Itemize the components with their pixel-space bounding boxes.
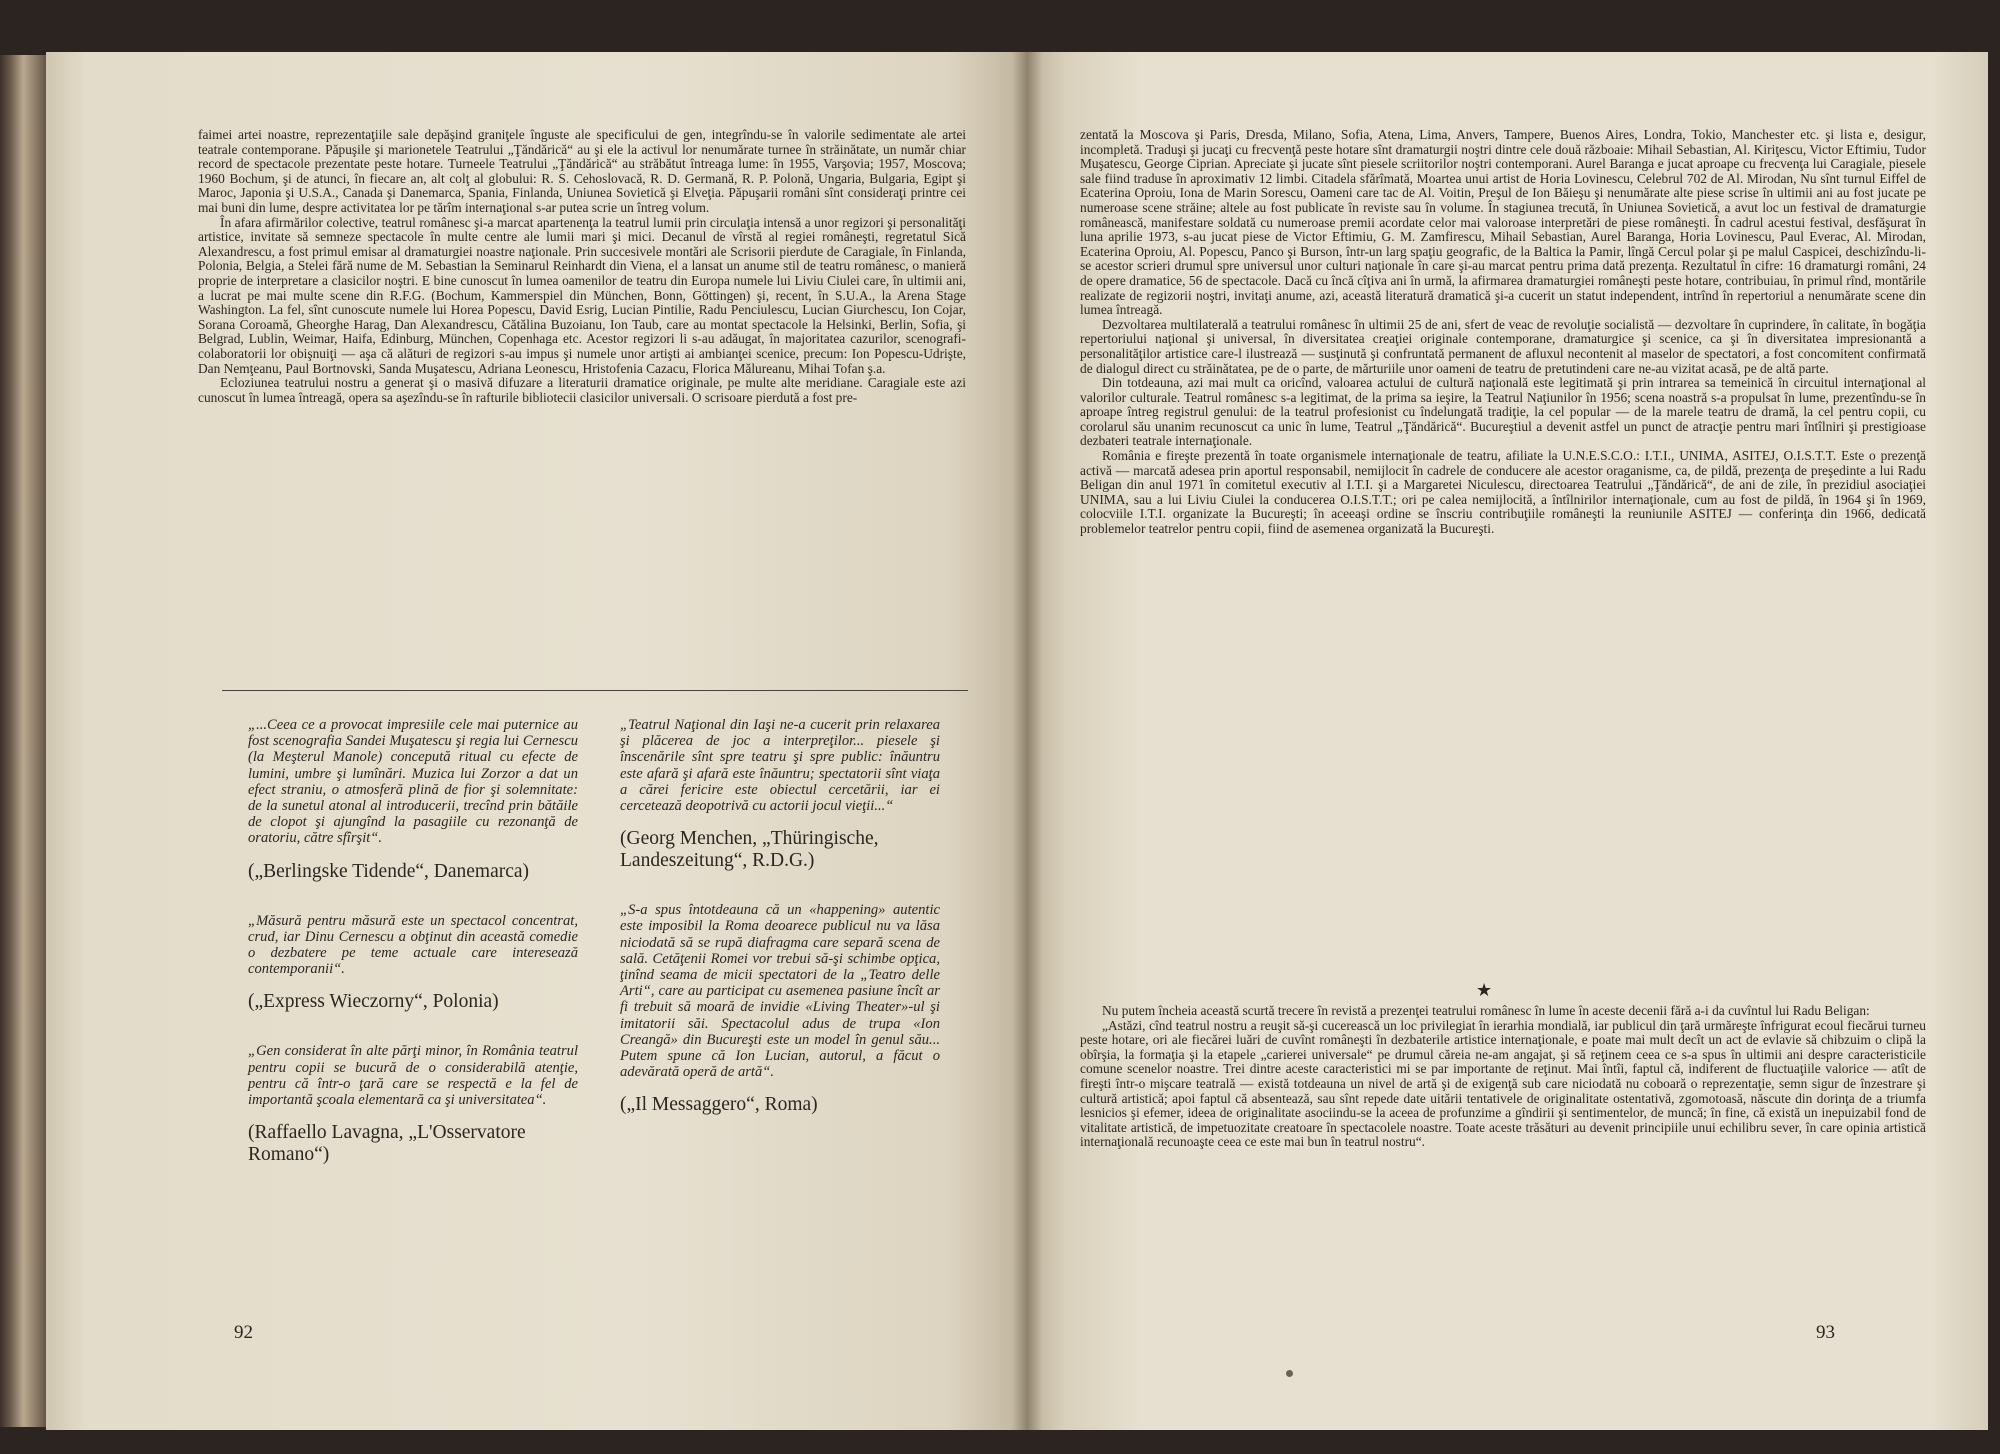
quote-source: (Raffaello Lavagna, „L'Osservatore Romano“) xyxy=(248,1122,526,1166)
press-quote: „Gen considerat în alte părţi minor, în România teatrul pentru copii se bucură de o considerabilă atenţie, pentru că într-o ţară care se respectă e la fel de importantă şcoala elementară ca şi universitatea“. xyxy=(248,1043,578,1109)
right-page-body-text xyxy=(1080,128,1926,537)
paragraph: Dezvoltarea multilaterală a teatrului românesc în ultimii 25 de ani, sfert de veac de revoluţie socialistă — dezvoltare în cuprindere, în calitate, în bogăţia repertoriului naţional şi universal, în diversitatea creaţiei originale contemporane, dramaturgice şi scenice, ca şi în diversitatea impresionantă a personalităţilor artistice care-l ilustrează — susţinută şi confruntată permanent de afluxul necontenit al maselor de spectatori, a fost concomitent confirmată de dialogul direct cu străinătatea, pe de o parte, de mărturiile unor oameni de teatru de pretutindeni care ne-au vizitat acasă, pe de altă parte. xyxy=(1080,316,1926,376)
quote-source: („Express Wieczorny“, Polonia) xyxy=(248,991,499,1013)
quotes-column-left xyxy=(248,717,578,1196)
left-page-body-text xyxy=(198,128,966,405)
press-quote: „Teatrul Naţional din Iaşi ne-a cucerit prin relaxarea şi plăcerea de joc a interpreţilor... piesele şi înscenările sînt spre teatru şi spre public: înăuntru este afară şi afară este înăuntru; spectatorii sînt viaţa a cărei fericire este obiectul cercetării, iar ei cercetează deopotrivă cu actorii jocul vieţii...“ xyxy=(620,717,940,815)
press-quote: „Măsură pentru măsură este un spectacol concentrat, crud, iar Dinu Cernescu a obţinut din această comedie o dezbatere pe teme actuale care interesează contemporanii“. xyxy=(248,912,578,978)
page-number-right: 93 xyxy=(1816,1322,1835,1343)
paragraph: faimei artei noastre, reprezentaţiile sale depăşind graniţele înguste ale specificului de gen, integrîndu-se în valorile sedimentate ale artei teatrale contemporane. Păpuşile şi marionetele Teatrului „Ţăndărică“ au şi ele la activul lor nenumărate turnee în străinătate, un număr chiar record de spectacole prezentate peste hotare. Turneele Teatrului „Ţăndărică“ au străbătut întreaga lume: în 1955, Varşovia; 1957, Moscova; 1960 Bochum, şi de atunci, în fiecare an, alt colţ al globului: R. S. Cehoslovacă, R. D. Germană, R. P. Polonă, Ungaria, Bulgaria, Egipt şi Maroc, Japonia şi U.S.A., Canada şi Danemarca, Spania, Finlanda, Uniunea Sovietică şi Elveţia. Păpuşarii români sînt consideraţi printre cei mai buni din lume, despre activitatea lor pe tărîm internaţional s-ar putea scrie un întreg volum. xyxy=(198,127,966,215)
paragraph: În afara afirmărilor colective, teatrul românesc şi-a marcat apartenenţa la teatrul lumii prin circulaţia intensă a unor regizori şi personalităţi artistice, invitate să semneze spectacole în multe centre ale lumii mari şi mici. Decanul de vîrstă al regiei româneşti, regretatul Sică Alexandrescu, a fost primul emisar al dramaturgiei noastre naţionale. Prin succesivele montări ale Scrisorii pierdute de Caragiale, în Finlanda, Polonia, Belgia, a Stelei fără nume de M. Sebastian la Seminarul Reinhardt din Viena, el a lansat un anume stil de teatru românesc, o manieră proprie de interpretare a clasicilor noştri. E bine cunoscut în lumea oamenilor de teatru din Europa numele lui Liviu Ciulei care, în ultimii ani, a lucrat pe mai multe scene din R.F.G. (Bochum, Kammerspiel din München, Bonn, Göttingen) şi, recent, în S.U.A., la Arena Stage Washington. La fel, sînt cunoscute numele lui Horea Popescu, David Esrig, Lucian Pintilie, Radu Penciulescu, Lucian Giurchescu, Ion Cojar, Sorana Coroamă, Gheorghe Harag, Dan Alexandrescu, Cătălina Buzoianu, Ion Taub, care au montat spectacole la Helsinki, Berlin, Sofia, şi Belgrad, Lublin, Weimar, Haifa, Edinburg, München, Copenhaga etc. Acestor regizori li s-au adăugat, în majoritatea cazurilor, scenografi-colaboratorii lor obişnuiţi — aşa că alături de regizori s-au impus şi numele unor artişti ai ambianţei scenice, precum: Ion Popescu-Udrişte, Dan Nemţeanu, Paul Bortnovski, Sanda Muşatescu, Adriana Leonescu, Hristofenia Cazacu, Florica Mălureanu, Mihai Tofan ş.a. xyxy=(198,214,966,376)
section-separator-star-icon: ★ xyxy=(1476,980,1493,1000)
press-quote: „S-a spus întotdeauna că un «happening» autentic este imposibil la Roma deoarece publicul nu va lăsa niciodată să se rupă diafragma care separă scena de sală. Cetăţenii Romei vor trebui să-şi schimbe opţica, ţinînd seama de micii spectatori de la „Teatro delle Arti“, care au participat cu asemenea pasiune încît ar fi trebuit să moară de invidie «Living Theater»-ul şi imitatorii săi. Spectacolul adus de trupa «Ion Creangă» din Bucureşti este un model în genul său... Putem spune că Ion Lucian, autorul, a făcut o adevărată operă de artă“. xyxy=(620,902,940,1081)
closing-quote: „Astăzi, cînd teatrul nostru a reuşit să-şi cucerească un loc privilegiat în ierarhia mondială, iar publicul din ţară urmăreşte înfrigurat ecoul fiecărui turneu peste hotare, ori ale fiecărei luări de cuvînt româneşti în dezbaterile artistice internaţionale, e poate mai mult decît un act de evlavie să chibzuim o clipă la obîrşia, la formaţia şi la etapele „carierei universale“ pe drumul căreia ne-am angajat, şi să reţinem ceea ce s-a spus în ultimii ani despre caracteristicile comune scenelor noastre. Trei dintre aceste caracteristici mi se par importante de reţinut. Mai întîi, faptul că, indiferent de fluctuaţiile valorice — atît de fireşti într-o mişcare teatrală — există totdeauna un nivel de artă şi de exigenţă sub care niciodată nu coboară o reprezentaţie, semn sigur de înzestrare şi cultură artistică; apoi faptul că absentează, sau sînt repede date uitării tentativele de originalitate ostentativă, zgomotoasă, născute din dorinţa de a triumfa lesnicios şi efemer, ideea de originalitate asociindu-se la aceea de profunzime a gîndirii şi sentimentelor, de muncă; în fine, că există un inepuizabil fond de vitalitate artistică, de impetuozitate creatoare în spectacolele noastre. Toate aceste trăsături au devenit principiile unui echilibru sever, în care opinia artistică internaţională recunoaşte ceea ce este mai bun în teatrul nostru“. xyxy=(1080,1017,1926,1150)
quote-source: („Berlingske Tidende“, Danemarca) xyxy=(248,860,530,882)
paragraph: zentată la Moscova şi Paris, Dresda, Milano, Sofia, Atena, Lima, Anvers, Tampere, Buenos Aires, Londra, Tokio, Manchester etc. şi lista e, desigur, incompletă. Traduşi şi jucaţi cu frecvenţă peste hotare sînt dramaturgii noştri dintre cele două războaie: Mihail Sebastian, Al. Kiriţescu, Victor Eftimiu, Tudor Muşatescu, George Ciprian. Apreciate şi jucate sînt piesele scriitorilor noştri contemporani. Aurel Baranga e jucat aproape cu frecvenţa lui Caragiale, piesele sale fiind traduse în aproximativ 12 limbi. Citadela sfărîmată, Moartea unui artist de Horia Lovinescu, Celebrul 702 de Al. Mirodan, Nu sînt turnul Eiffel de Ecaterina Oproiu, Iona de Marin Sorescu, Oameni care tac de Al. Voitin, Preşul de Ion Băieşu şi nenumărate alte piese scrise în ultimii ani au fost jucate pe numeroase scene străine; altele au fost publicate în reviste sau în volume. În stagiunea trecută, în Uniunea Sovietică, a avut loc un festival de dramaturgie românească, manifestare soldată cu numeroase premii acordate celor mai valoroase interpretări de piese româneşti. În cadrul acestui festival, desfăşurat în luna aprilie 1973, s-au jucat piese de Victor Eftimiu, G. M. Zamfirescu, Mihail Sebastian, Aurel Baranga, Horia Lovinescu, Paul Everac, Al. Mirodan, Ecaterina Oproiu, Al. Popescu, Panco şi Burson, într-un larg spaţiu geografic, de la Baltica la Pamir, lîngă Cercul polar şi pe malul Caspicei, deschizîndu-li-se acestor scrieri drumul spre universul unor culturi naţionale în care şi-au marcat pentru prima dată prezenţa. Rezultatul în cifre: 16 dramaturgi români, 24 de opere dramatice, 56 de spectacole. Dacă cu încă cîţiva ani în urmă, la afirmarea dramaturgiei româneşti peste hotare, contribuiau, în primul rînd, montările realizate de regizorii noştri, invitaţi anume, azi, această literatură dramatică şi-a cucerit un statut independent, intrînd în repertoriul a nenumărate scene din lumea întreagă. xyxy=(1080,127,1926,318)
quote-source: (Georg Menchen, „Thüringische, Landeszeitung“, R.D.G.) xyxy=(620,828,879,872)
paragraph: România e fireşte prezentă în toate organismele internaţionale de teatru, afiliate la U.N.E.S.C.O.: I.T.I., UNIMA, ASITEJ, O.I.S.T.T. Este o prezenţă activă — marcată adesea prin aportul responsabil, nemijlocit în cadrele de conducere ale acestor oraganisme, ca, de pildă, prezenţa de preşedinte a lui Radu Beligan din anul 1971 în comitetul executiv al I.T.I. şi a Margaretei Niculescu, directoarea Teatrului „Ţăndărică“, de ani de zile, în prezidiul asociaţiei UNIMA, sau a lui Liviu Ciulei la conducerea O.I.S.T.T.; ori pe calea nemijlocită, a întîlnirilor internaţionale, cum au fost de pildă, în 1964 şi în 1969, colocviile I.T.I. organizate la Bucureşti; în aceeaşi ordine se înscriu contribuţiile româneşti la reuniunile ASITEJ — conferinţa din 1966, dedicată problemelor teatrelor pentru copii, fiind de asemenea organizată la Bucureşti. xyxy=(1080,448,1926,537)
book-gutter xyxy=(1012,52,1042,1430)
closing-intro: Nu putem încheia această scurtă trecere în revistă a prezenţei teatrului românesc în lume în aceste decenii fără a-i da cuvîntul lui Radu Beligan: xyxy=(1102,1003,1870,1018)
press-quote: „...Ceea ce a provocat impresiile cele mai puternice au fost scenografia Sandei Muşatescu şi regia lui Cernescu (la Meşterul Manole) concepută ritual cu efecte de lumini, umbre şi lumînări. Muzica lui Zorzor a dat un efect straniu, o atmosferă plină de fior şi solemnitate: de la sunetul atonal al introducerii, trecînd prin bătăile de clopot şi ajungînd la pasagiile cu rezonanţă de oratoriu, către sfîrşit“. xyxy=(248,717,578,847)
paragraph: Din totdeauna, azi mai mult ca oricînd, valoarea actului de cultură naţională este legitimată şi prin intrarea sa temeinică în circuitul internaţional al valorilor culturale. Teatrul românesc s-a legitimat, de la prima sa ieşire, la Teatrul Naţiunilor în 1956; scena noastră s-a propulsat în lume, prezentîndu-se în aproape întreg registrul genului: de la teatrul profesionist cu îndelungată tradiţie, la cel popular — de la marele teatru de dramă, la cel pentru copii, cu corolarul său unanim recunoscut ca unic în lume, Teatrul „Ţăndărică“. Bucureştiul a devenit astfel un punct de atracţie pentru mari întîlniri şi prestigioase dezbateri teatrale internaţionale. xyxy=(1080,375,1926,449)
book-binding-edge xyxy=(0,55,52,1427)
page-speck xyxy=(1286,1370,1293,1377)
closing-section xyxy=(1080,1004,1926,1150)
quote-source: („Il Messaggero“, Roma) xyxy=(620,1094,818,1116)
page-number-left: 92 xyxy=(234,1322,253,1343)
quotes-column-right xyxy=(620,717,940,1146)
paragraph: Ecloziunea teatrului nostru a generat şi o masivă difuzare a literaturii dramatice originale, pe multe alte meridiane. Caragiale este azi cunoscut în lumea întreagă, opera sa aşezîndu-se în rafturile bibliotecii clasicilor universali. O scrisoare pierdută a fost pre- xyxy=(198,375,966,405)
press-quotes-box xyxy=(222,690,968,1347)
